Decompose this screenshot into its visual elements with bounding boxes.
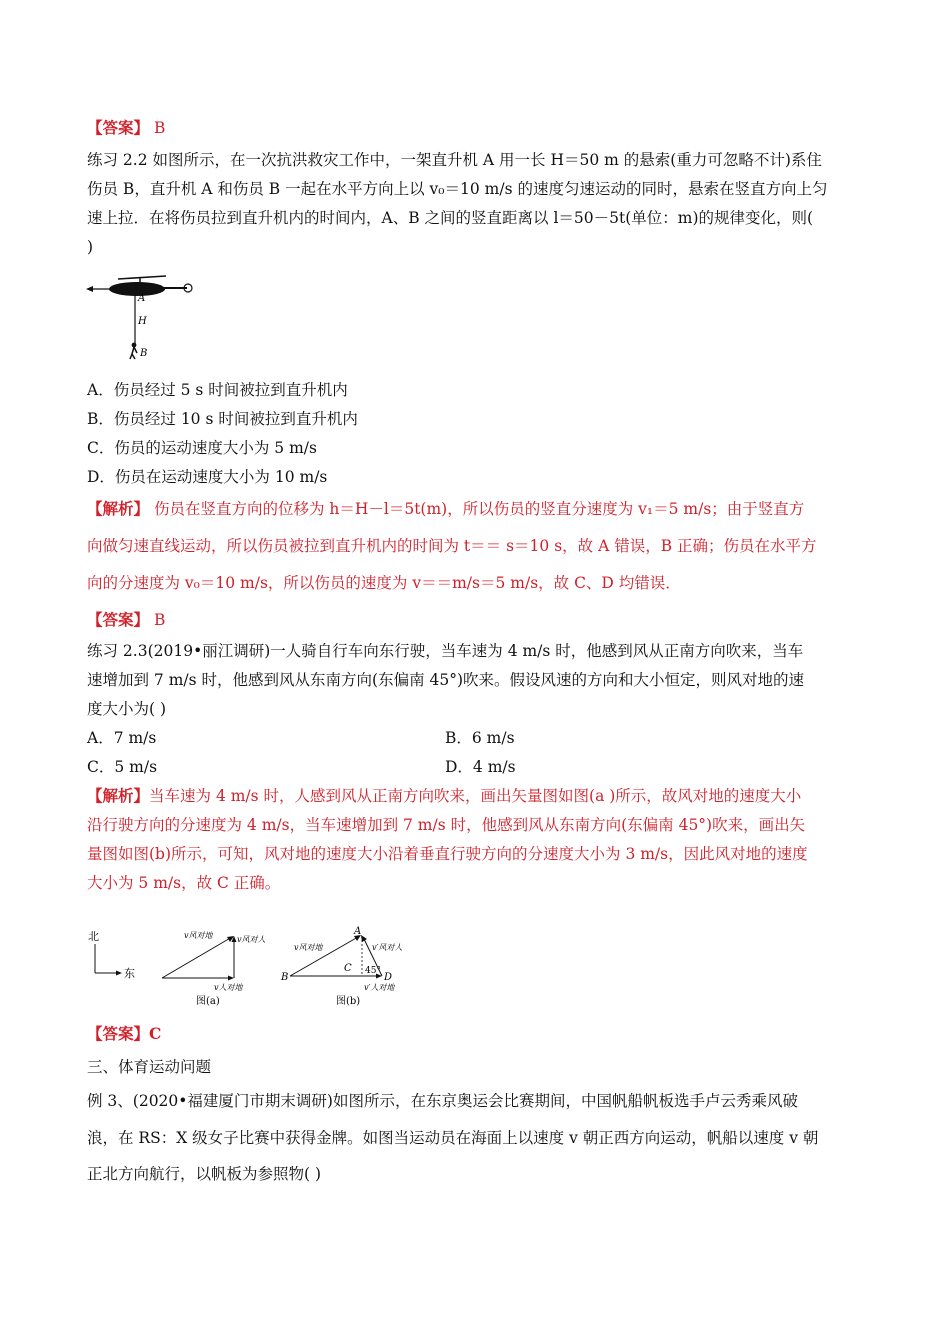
ex22-option-c: C．伤员的运动速度大小为 5 m/s — [87, 439, 317, 457]
ex22-line-1: 练习 2.2 如图所示，在一次抗洪救灾工作中，一架直升机 A 用一长 H＝50 m 的悬索(重力可忽略不计)系住 — [87, 151, 822, 169]
v-person-ground-b: v′人对地 — [364, 983, 395, 992]
ex3-line-2: 浪，在 RS：X 级女子比赛中获得金牌。如图当运动员在海面上以速度 v 朝正西方向运动，帆船以速度 v 朝 — [87, 1129, 819, 1147]
ex23-option-c: C．5 m/s — [87, 758, 158, 776]
analysis2-line-2: 沿行驶方向的分速度为 4 m/s，当车速增加到 7 m/s 时，他感到风从东南方向(东偏南 45°)吹来，画出矢 — [87, 816, 806, 834]
section-heading: 三、体育运动问题 — [87, 1058, 212, 1076]
analysis1-line-3: 向的分速度为 v₀＝10 m/s，所以伤员的速度为 v＝＝m/s＝5 m/s，故 C、D 均错误． — [87, 574, 681, 592]
caption-a: 图(a) — [196, 996, 220, 1007]
answer-line-1 — [87, 117, 165, 139]
answer-line-2 — [87, 609, 165, 631]
ex22-option-d: D．伤员在运动速度大小为 10 m/s — [87, 468, 328, 486]
ex22-line-4: ) — [87, 238, 94, 256]
v-wind-person-a: v风对人 — [237, 935, 266, 944]
caption-b: 图(b) — [336, 996, 361, 1007]
angle-label: 45° — [365, 966, 381, 976]
v-wind-ground-a: v风对地 — [184, 931, 213, 940]
person-icon — [130, 347, 137, 359]
answer-tag: 【答案】 — [87, 118, 150, 137]
ex3-line-3: 正北方向航行，以帆板为参照物( ) — [87, 1165, 322, 1183]
answer-line-3 — [87, 1023, 161, 1045]
label-a: A — [138, 293, 146, 304]
analysis-tag: 【解析】 — [87, 499, 150, 518]
ex22-line-3: 速上拉．在将伤员拉到直升机内的时间内，A、B 之间的竖直距离以 l＝50－5t(单位：m)的规律变化，则( — [87, 209, 814, 227]
analysis2-line-3: 量图如图(b)所示，可知，风对地的速度大小沿着垂直行驶方向的分速度大小为 3 m/s，因此风对地的速度 — [87, 845, 808, 863]
arrow-head — [86, 286, 93, 292]
analysis1-line-1 — [87, 498, 804, 520]
analysis2-line-4: 大小为 5 m/s，故 C 正确。 — [87, 874, 281, 892]
east-arrow-icon — [116, 971, 122, 976]
ex23-option-d: D．4 m/s — [445, 758, 516, 776]
analysis2-text-1: 当车速为 4 m/s 时，人感到风从正南方向吹来，画出矢量图如图(a )所示，故风对地的速度大小 — [149, 787, 802, 805]
ex22-line-2: 伤员 B，直升机 A 和伤员 B 一起在水平方向上以 v₀＝10 m/s 的速度匀速运动的同时，悬索在竖直方向上匀 — [87, 180, 828, 198]
north-label: 北 — [88, 930, 99, 943]
answer-tag: 【答案】 — [87, 610, 150, 629]
point-c: C — [344, 963, 352, 974]
analysis1-line-2: 向做匀速直线运动，所以伤员被拉到直升机内的时间为 t＝＝ s＝10 s，故 A 错误，B 正确；伤员在水平方 — [87, 537, 817, 555]
point-a: A — [354, 926, 362, 937]
label-h: H — [138, 316, 147, 327]
person-head — [132, 343, 137, 348]
label-b: B — [140, 348, 148, 359]
ex22-option-a: A．伤员经过 5 s 时间被拉到直升机内 — [87, 381, 348, 399]
ex22-option-b: B．伤员经过 10 s 时间被拉到直升机内 — [87, 410, 358, 428]
answer-value: B — [149, 611, 166, 629]
ex23-line-3: 度大小为( ) — [87, 700, 167, 718]
analysis-tag: 【解析】 — [87, 786, 150, 805]
answer-value: C — [149, 1024, 162, 1043]
east-label: 东 — [124, 967, 135, 980]
rotor — [118, 276, 166, 279]
analysis2-line-1 — [87, 785, 801, 807]
answer-value: B — [149, 119, 166, 137]
ex23-option-a: A．7 m/s — [87, 729, 157, 747]
ex23-line-1: 练习 2.3(2019•丽江调研)一人骑自行车向东行驶，当车速为 4 m/s 时，他感到风从正南方向吹来，当车 — [87, 642, 804, 660]
ex3-line-1: 例 3、(2020•福建厦门市期末调研)如图所示，在东京奥运会比赛期间，中国帆船帆板选手卢云秀乘风破 — [87, 1092, 798, 1110]
analysis1-text-1: 伤员在竖直方向的位移为 h＝H－l＝5t(m)，所以伤员的竖直分速度为 v₁＝5 m/s；由于竖直方 — [149, 500, 805, 518]
vector-figure — [82, 920, 412, 1015]
point-b: B — [281, 972, 289, 983]
v-wind-ground-b: v风对地 — [294, 943, 323, 952]
point-d: D — [384, 972, 393, 983]
v-wind-person-b: v′风对人 — [372, 943, 403, 952]
ex23-line-2: 速增加到 7 m/s 时，他感到风从东南方向(东偏南 45°)吹来。假设风速的方向和大小恒定，则风对地的速 — [87, 671, 805, 689]
v-person-ground-a: v人对地 — [214, 983, 243, 992]
helicopter-body — [109, 282, 165, 296]
ex23-option-b: B．6 m/s — [445, 729, 515, 747]
answer-tag: 【答案】 — [87, 1024, 150, 1043]
helicopter-figure — [82, 268, 202, 366]
